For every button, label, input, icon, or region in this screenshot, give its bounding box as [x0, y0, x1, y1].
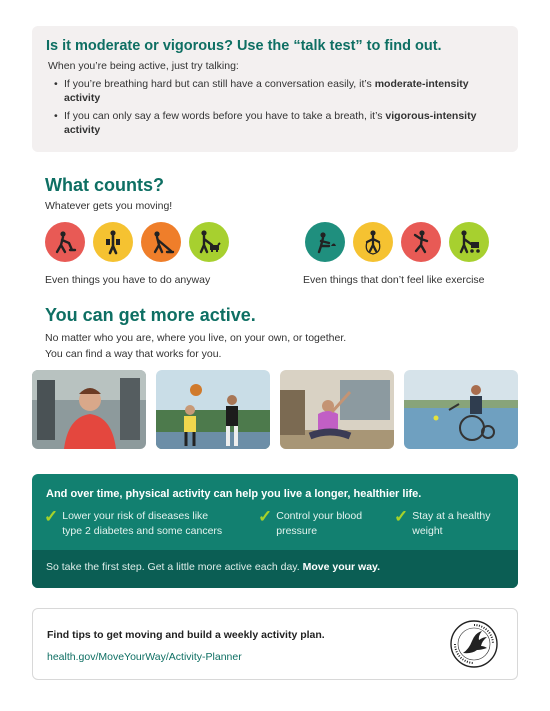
everyday-caption: Even things you have to do anyway — [45, 274, 211, 286]
list-item: • If you can only say a few words before you have to take a breath, it’s vigorous-intensity activity — [54, 110, 477, 136]
talk-test-intro: When you’re being active, just try talking: — [48, 60, 239, 72]
check-icon: ✓ — [44, 507, 59, 526]
everyday-activities-icons — [45, 222, 229, 262]
what-counts-title: What counts? — [45, 175, 164, 195]
fun-activities-icons — [305, 222, 489, 262]
gardening-icon — [305, 222, 345, 262]
benefit-text: pressure — [276, 525, 318, 537]
benefit-text: Lower your risk of diseases like — [62, 510, 209, 522]
activity-photos — [32, 370, 518, 449]
moderate-label: moderate-intensity activity — [64, 78, 469, 104]
benefits-heading: And over time, physical activity can help you live a longer, healthier life. — [46, 488, 422, 500]
stroller-walk-icon — [449, 222, 489, 262]
footer-text: So take the first step. Get a little more active each day. — [46, 561, 303, 573]
vacuuming-icon — [45, 222, 85, 262]
tips-text: Find tips to get moving and build a weekly activity plan. — [47, 629, 325, 641]
get-active-title: You can get more active. — [45, 305, 256, 325]
talk-test-list — [46, 77, 504, 137]
benefit-text: weight — [412, 525, 443, 537]
raking-leaves-icon — [141, 222, 181, 262]
benefit-text: type 2 diabetes and some cancers — [62, 525, 223, 537]
check-icon: ✓ — [258, 507, 273, 526]
carrying-bags-icon — [93, 222, 133, 262]
benefit-text: Control your blood — [276, 510, 363, 522]
vigorous-label: vigorous-intensity activity — [64, 110, 477, 136]
fun-caption: Even things that don’t feel like exercise — [303, 274, 485, 286]
check-icon: ✓ — [394, 507, 409, 526]
benefits-footer — [32, 550, 518, 588]
dancing-icon — [401, 222, 441, 262]
get-active-line1: No matter who you are, where you live, on your own, or together. — [45, 332, 347, 344]
benefit-text: Stay at a healthy — [412, 510, 491, 522]
get-active-line2: You can find a way that works for you. — [45, 348, 222, 360]
what-counts-subtitle: Whatever gets you moving! — [45, 200, 173, 212]
jump-rope-icon — [353, 222, 393, 262]
walking-dog-icon — [189, 222, 229, 262]
wheelchair-tennis-photo — [404, 370, 518, 449]
hhs-seal-icon — [449, 619, 499, 669]
gym-photo — [32, 370, 146, 449]
benefit-healthy-weight — [394, 509, 490, 539]
list-item: • If you’re breathing hard but can still have a conversation easily, it’s moderate-intensity activity — [54, 78, 469, 104]
tips-box — [32, 608, 518, 680]
yoga-photo — [280, 370, 394, 449]
basketball-photo — [156, 370, 270, 449]
move-your-way-label: Move your way. — [302, 561, 381, 573]
talk-test-title: Is it moderate or vigorous? Use the “talk test” to find out. — [46, 38, 442, 54]
talk-test-box — [32, 26, 518, 152]
benefit-blood-pressure — [258, 509, 362, 539]
benefit-disease-risk — [44, 509, 222, 539]
activity-planner-link[interactable]: health.gov/MoveYourWay/Activity-Planner — [47, 651, 242, 663]
benefits-box — [32, 474, 518, 588]
